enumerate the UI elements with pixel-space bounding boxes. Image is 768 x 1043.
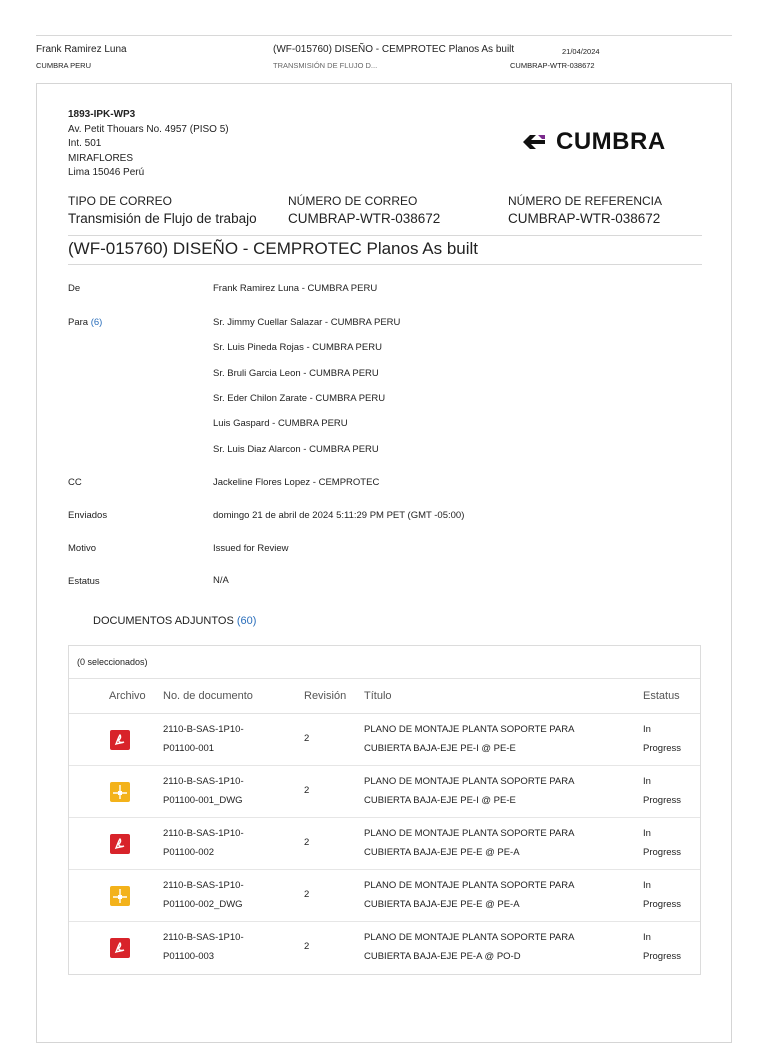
cc-label: CC [68,477,82,488]
revision: 2 [304,733,310,744]
mail-type-value: Transmisión de Flujo de trabajo [68,211,257,226]
status-value: N/A [213,575,229,586]
sent-label: Enviados [68,510,108,521]
mail-subject: (WF-015760) DISEÑO - CEMPROTEC Planos As built [68,239,479,258]
header-sender: Frank Ramirez Luna [36,44,127,55]
mail-type-label: TIPO DE CORREO [68,194,173,208]
logo-text: CUMBRA [556,128,666,155]
divider [68,235,702,236]
column-header-doc-number[interactable]: No. de documento [163,690,253,702]
column-header-revision[interactable]: Revisión [304,690,347,702]
document-title: PLANO DE MONTAJE PLANTA SOPORTE PARA CUBIERTA BAJA-EJE PE-I @ PE-E [364,724,575,754]
to-recipient: Sr. Luis Diaz Alarcon - CUMBRA PERU [213,444,379,455]
column-header-file[interactable]: Archivo [109,690,146,702]
to-recipient: Sr. Eder Chilon Zarate - CUMBRA PERU [213,393,386,404]
divider [68,264,702,265]
pdf-icon[interactable] [110,730,130,750]
address-line: Int. 501 [68,138,102,150]
address-line: MIRAFLORES [68,152,134,164]
dwg-icon[interactable] [110,886,130,906]
cumbra-logo [521,128,691,156]
address-code: 1893-IPK-WP3 [68,109,136,120]
mail-number-label: NÚMERO DE CORREO [288,194,418,208]
document-title: PLANO DE MONTAJE PLANTA SOPORTE PARA CUBIERTA BAJA-EJE PE-A @ PO-D [364,932,575,962]
doc-number[interactable]: 2110-B-SAS-1P10- P01100-003 [163,932,244,962]
table-row[interactable] [69,714,700,766]
revision: 2 [304,837,310,848]
dwg-icon[interactable] [110,782,130,802]
to-recipient: Sr. Bruli Garcia Leon - CUMBRA PERU [213,368,379,379]
header-subject: (WF-015760) DISEÑO - CEMPROTEC Planos As built [273,44,515,55]
reason-value: Issued for Review [213,543,289,554]
revision: 2 [304,941,310,952]
header-company: CUMBRA PERU [36,61,92,70]
to-label-text: Para [68,317,89,328]
column-header-title[interactable]: Título [364,690,392,702]
revision: 2 [304,889,310,900]
doc-number[interactable]: 2110-B-SAS-1P10- P01100-002 [163,828,244,858]
table-row[interactable] [69,870,700,922]
document-status: In Progress [643,880,682,910]
doc-number[interactable]: 2110-B-SAS-1P10- P01100-001 [163,724,244,754]
company-address [68,108,229,181]
attachments-count-link[interactable]: (60) [236,615,257,627]
attachments-title [93,615,256,627]
header-mail-type: TRANSMISIÓN DE FLUJO D... [273,61,378,70]
document-status: In Progress [643,932,682,962]
column-header-status[interactable]: Estatus [643,690,680,702]
mail-card [36,83,732,1043]
header-reference: CUMBRAP-WTR-038672 [510,61,595,70]
document-title: PLANO DE MONTAJE PLANTA SOPORTE PARA CUBIERTA BAJA-EJE PE-I @ PE-E [364,776,575,806]
table-row[interactable] [69,766,700,818]
cc-value: Jackeline Flores Lopez - CEMPROTEC [213,477,380,488]
pdf-icon[interactable] [110,938,130,958]
document-status: In Progress [643,776,682,806]
to-count-link[interactable]: (6) [90,317,103,328]
address-line: Av. Petit Thouars No. 4957 (PISO 5) [68,123,229,135]
attachments-title-text: DOCUMENTOS ADJUNTOS [93,615,234,627]
to-recipient: Sr. Jimmy Cuellar Salazar - CUMBRA PERU [213,317,401,328]
selection-count: (0 seleccionados) [69,646,700,679]
doc-number[interactable]: 2110-B-SAS-1P10- P01100-002_DWG [163,880,244,910]
table-row[interactable] [69,818,700,870]
revision: 2 [304,785,310,796]
attachments-table [68,645,701,975]
pdf-icon[interactable] [110,834,130,854]
document-status: In Progress [643,828,682,858]
document-title: PLANO DE MONTAJE PLANTA SOPORTE PARA CUBIERTA BAJA-EJE PE-E @ PE-A [364,828,575,858]
from-label: De [68,283,81,294]
reason-label: Motivo [68,543,96,554]
document-status: In Progress [643,724,682,754]
table-header [69,679,700,714]
reference-number-label: NÚMERO DE REFERENCIA [508,194,663,208]
status-label: Estatus [68,576,100,587]
from-value: Frank Ramirez Luna - CUMBRA PERU [213,283,378,294]
doc-number[interactable]: 2110-B-SAS-1P10- P01100-001_DWG [163,776,244,806]
sent-value: domingo 21 de abril de 2024 5:11:29 PM PET (GMT -05:00) [213,510,465,521]
address-line: Lima 15046 Perú [68,167,145,179]
to-label [68,317,102,328]
document-title: PLANO DE MONTAJE PLANTA SOPORTE PARA CUBIERTA BAJA-EJE PE-E @ PE-A [364,880,575,910]
reference-number-value: CUMBRAP-WTR-038672 [508,211,661,226]
cumbra-logo-icon [521,132,548,152]
table-row[interactable] [69,922,700,974]
mail-number-value: CUMBRAP-WTR-038672 [288,211,441,226]
header-date: 21/04/2024 [562,47,600,56]
to-recipient: Sr. Luis Pineda Rojas - CUMBRA PERU [213,342,382,353]
to-recipient: Luis Gaspard - CUMBRA PERU [213,418,348,429]
header-divider [36,35,732,36]
